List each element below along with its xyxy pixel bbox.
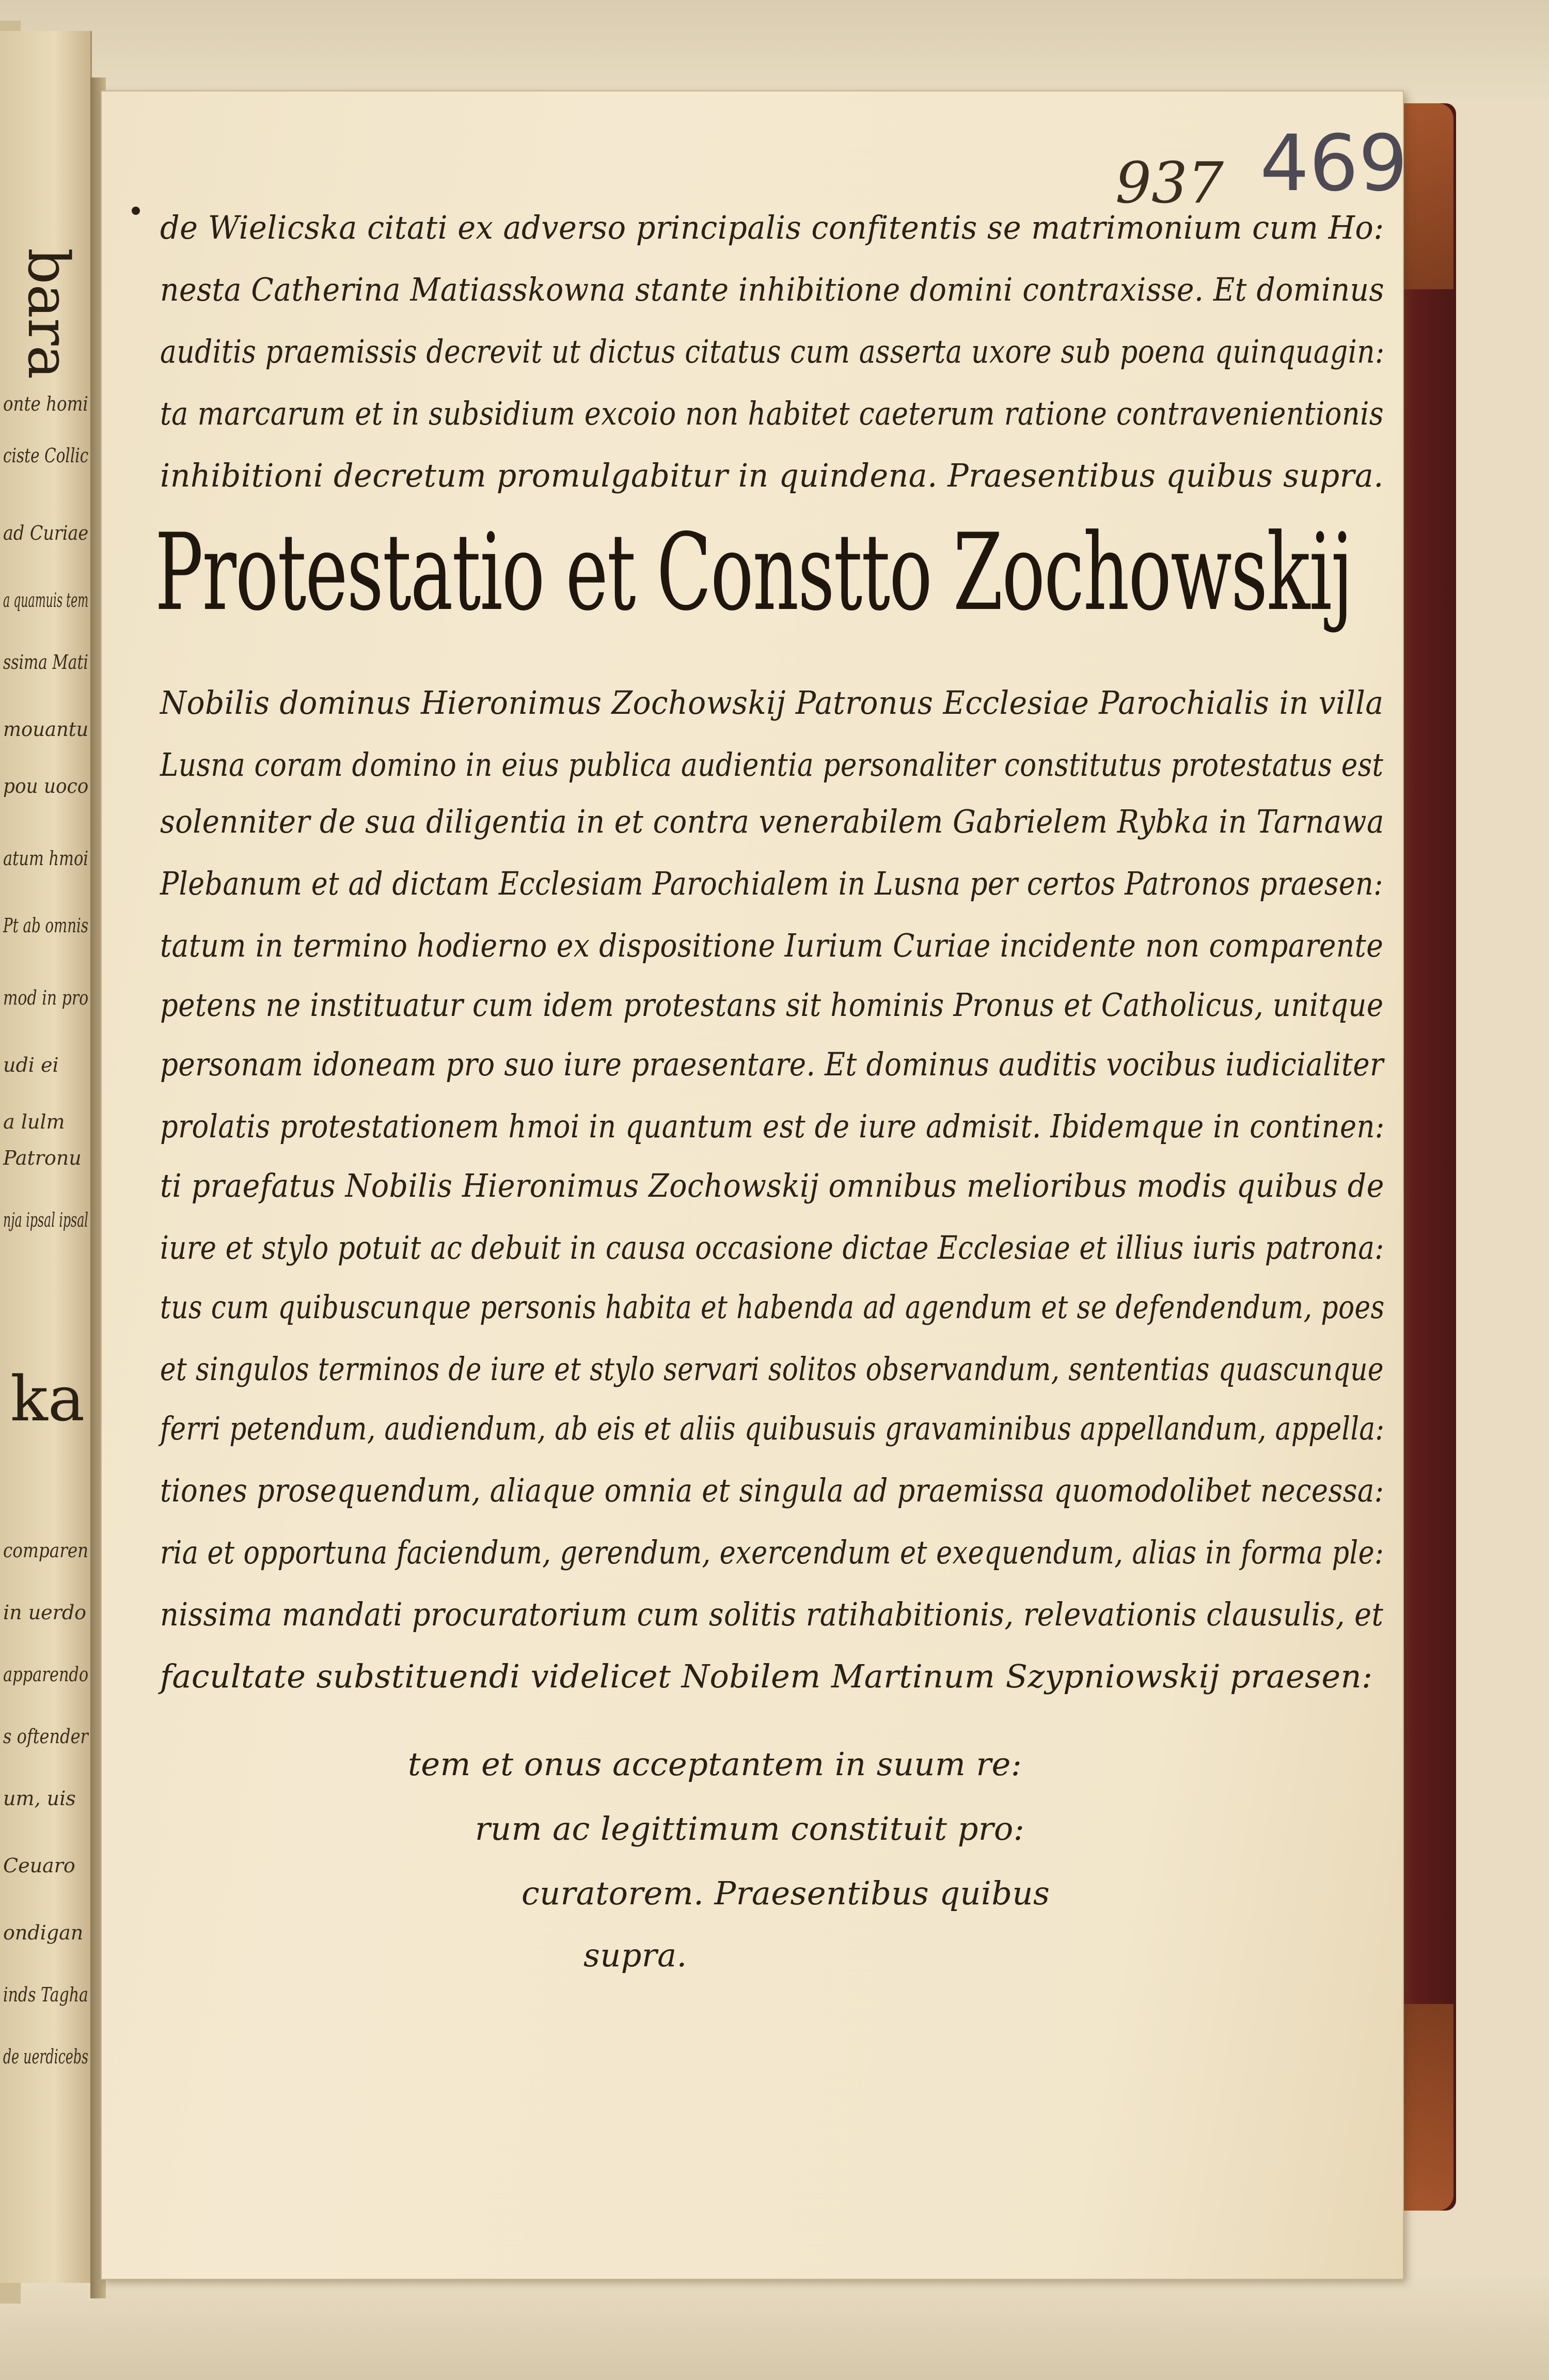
text-line: tiones prosequendum, aliaque omnia et singula ad praemissa quomodolibet necessa:	[160, 1471, 1384, 1509]
left-margin-note: onte homi	[3, 393, 88, 415]
left-margin-note: ciste Collic	[3, 444, 89, 467]
section-heading: Protestatio et Constto Zochowskij	[155, 511, 1352, 634]
left-margin-note: atum hmoi	[3, 847, 89, 870]
left-margin-lower-note: s oftender	[3, 1725, 88, 1748]
left-margin-note: mod in pro	[3, 987, 89, 1009]
text-line: personam idoneam pro suo iure praesentare. Et dominus auditis vocibus iudicialiter	[160, 1045, 1384, 1083]
text-line: et singulos terminos de iure et stylo servari solitos observandum, sententias quascunque	[160, 1350, 1384, 1388]
left-margin-lower-note: um, uis	[3, 1787, 76, 1810]
text-line: ferri petendum, audiendum, ab eis et aliis quibusuis gravaminibus appellandum, appella:	[160, 1410, 1385, 1447]
left-margin-note: mouantu	[3, 718, 89, 741]
text-line: inhibitioni decretum promulgabitur in quindena. Praesentibus quibus supra.	[160, 457, 1384, 494]
left-margin-note: udi ei	[3, 1054, 59, 1076]
left-margin-lower-note: Ceuaro	[3, 1854, 75, 1877]
left-margin-note: nja ipsal ipsal	[3, 1209, 88, 1231]
left-margin-note: a lulm	[3, 1110, 65, 1133]
text-line: ria et opportuna faciendum, gerendum, exercendum et exequendum, alias in forma ple:	[160, 1533, 1384, 1571]
text-line: petens ne instituatur cum idem protestans sit hominis Pronus et Catholicus, unitque	[160, 986, 1384, 1024]
left-margin-note: Pt ab omnis	[3, 914, 89, 937]
folio-number-new: 469	[1260, 119, 1408, 209]
left-margin-lower-note: comparen	[3, 1539, 89, 1562]
left-margin-note: pou uoco	[3, 775, 89, 797]
text-line: tus cum quibuscunque personis habita et habenda ad agendum et se defendendum, poes	[160, 1288, 1385, 1326]
left-margin-lower-letters: ka	[10, 1364, 85, 1435]
closing-line: curatorem. Praesentibus quibus	[521, 1874, 1050, 1912]
left-margin-note: ssima Mati	[3, 651, 88, 674]
left-margin-lower-note: inds Tagha	[3, 1983, 88, 2006]
text-line: ta marcarum et in subsidium excoio non habitet caeterum ratione contravenientionis	[160, 395, 1384, 432]
text-line: Plebanum et ad dictam Ecclesiam Parochialem in Lusna per certos Patronos praesen:	[160, 865, 1383, 902]
left-margin-lower-note: ondigan	[3, 1921, 84, 1944]
text-line: solenniter de sua diligentia in et contra venerabilem Gabrielem Rybka in Tarnawa	[160, 803, 1384, 840]
text-line: ti praefatus Nobilis Hieronimus Zochowskij omnibus melioribus modis quibus de	[160, 1167, 1384, 1204]
text-line: Lusna coram domino in eius publica audientia personaliter constitutus protestatus est	[160, 746, 1384, 784]
text-line: facultate substituendi videlicet Nobilem Martinum Szypniowskij praesen:	[160, 1657, 1373, 1695]
left-margin-note: ad Curiae	[3, 522, 89, 544]
left-margin-note: a quamuis tem	[3, 589, 89, 612]
background-top	[0, 0, 1549, 103]
left-facing-page	[0, 31, 92, 2283]
closing-line: supra.	[583, 1936, 687, 1974]
folio-number-old: 937	[1115, 150, 1224, 216]
left-margin-lower-note: apparendo	[3, 1663, 89, 1686]
text-line: auditis praemissis decrevit ut dictus citatus cum asserta uxore sub poena quinquagin:	[160, 333, 1385, 370]
left-margin-large-letters: bara	[15, 248, 82, 380]
left-margin-lower-note: de uerdicebs	[3, 2045, 88, 2068]
left-margin-lower-note: in uerdo	[3, 1601, 87, 1624]
background-bottom	[0, 2273, 1549, 2380]
closing-line: tem et onus acceptantem in suum re:	[408, 1745, 1022, 1783]
text-line: nissima mandati procuratorium cum solitis ratihabitionis, relevationis clausulis, et	[160, 1595, 1384, 1633]
text-line: nesta Catherina Matiasskowna stante inhibitione domini contraxisse. Et dominus	[160, 271, 1385, 308]
left-margin-note: Patronu	[3, 1147, 82, 1169]
text-line: Nobilis dominus Hieronimus Zochowskij Patronus Ecclesiae Parochialis in villa	[160, 684, 1384, 722]
closing-line: rum ac legittimum constituit pro:	[475, 1810, 1025, 1847]
text-line: prolatis protestationem hmoi in quantum est de iure admisit. Ibidemque in continen:	[160, 1107, 1385, 1145]
text-line: tatum in termino hodierno ex dispositione Iurium Curiae incidente non comparente	[160, 927, 1384, 964]
text-line: de Wielicska citati ex adverso principalis confitentis se matrimonium cum Ho:	[160, 209, 1384, 246]
text-line: iure et stylo potuit ac debuit in causa occasione dictae Ecclesiae et illius iuris patrona:	[160, 1229, 1384, 1266]
bullet-mark	[132, 207, 140, 215]
